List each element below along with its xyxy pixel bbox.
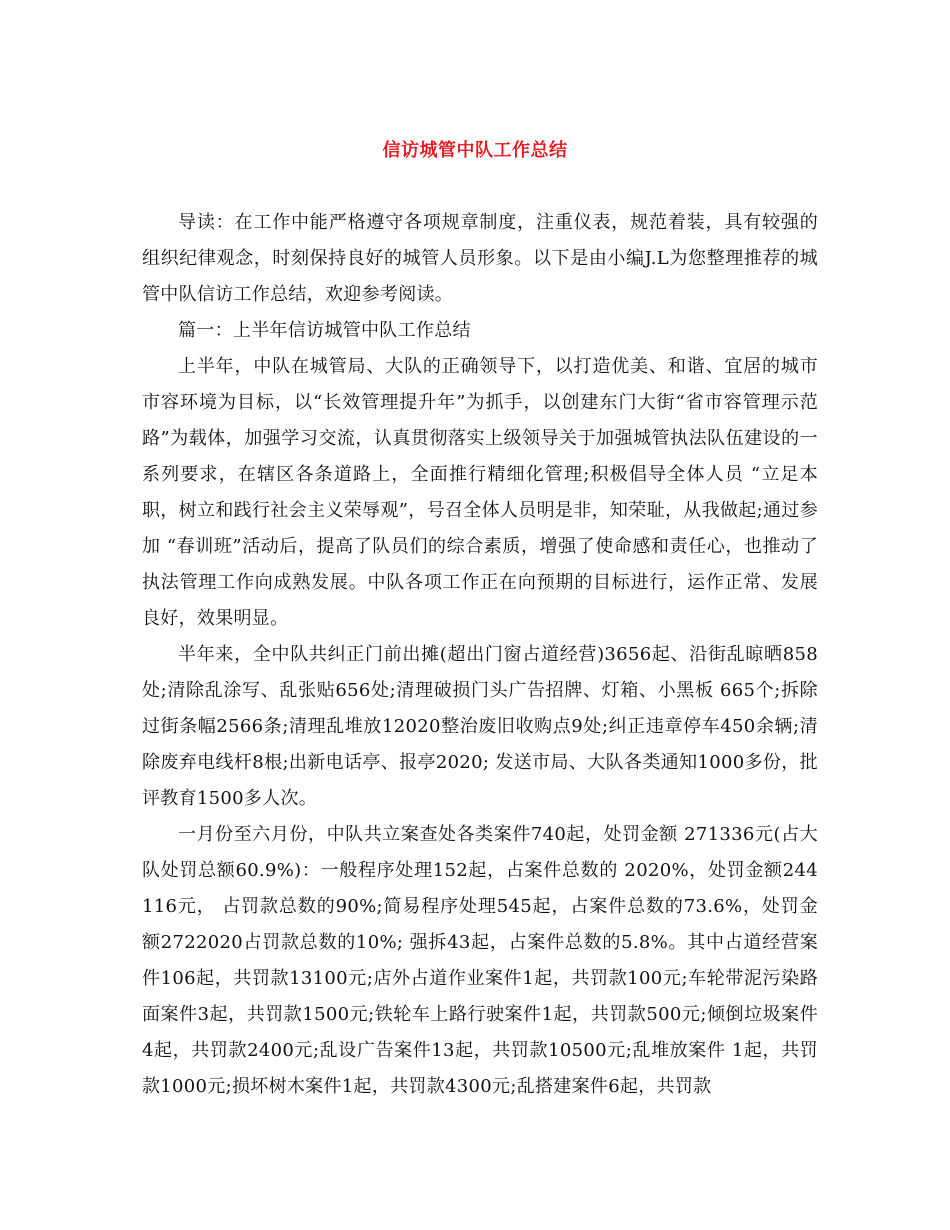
document-title: 信访城管中队工作总结 xyxy=(382,140,568,161)
body-paragraph: 上半年，中队在城管局、大队的正确领导下，以打造优美、和谐、宜居的城市市容环境为目标，以“长效管理提升年”为抓手，以创建东门大街“省市容管理示范路”为载体，加强学习交流，认真贯彻落实上级领导关于加强城管执法队伍建设的一系列要求，在辖区各条道路上，全面推行精细化管理;积极倡导全体人员 “立足本职，树立和践行社会主义荣辱观”，号召全体人员明是非，知荣耻，从我做起;通过参加 “春训班”活动后，提高了队员们的综合素质，增强了使命感和责任心，也推动了执法管理工作向成熟发展。中队各项工作正在向预期的目标进行，运作正常、发展良好，效果明显。 xyxy=(142,356,818,629)
section-heading: 篇一：上半年信访城管中队工作总结 xyxy=(178,320,471,341)
intro-paragraph: 导读：在工作中能严格遵守各项规章制度，注重仪表，规范着装，具有较强的组织纪律观念，时刻保持良好的城管人员形象。以下是由小编J.L为您整理推荐的城管中队信访工作总结，欢迎参考阅读。 xyxy=(142,212,818,305)
body-paragraph: 一月份至六月份，中队共立案查处各类案件740起，处罚金额 271336元(占大队处罚总额60.9%)：一般程序处理152起，占案件总数的 2020%，处罚金额244116元， 占罚款总数的90%;简易程序处理545起，占案件总数的73.6%，处罚金额2722020占罚款总数的10%; 强拆43起，占案件总数的5.8%。其中占道经营案件106起，共罚款13100元;店外占道作业案件1起，共罚款100元;车轮带泥污染路面案件3起，共罚款1500元;铁轮车上路行驶案件1起，共罚款500元;倾倒垃圾案件4起，共罚款2400元;乱设广告案件13起，共罚款10500元;乱堆放案件 1起，共罚款1000元;损坏树木案件1起，共罚款4300元;乱搭建案件6起，共罚款 xyxy=(142,824,818,1097)
document-body xyxy=(142,205,818,1105)
body-paragraph: 半年来，全中队共纠正门前出摊(超出门窗占道经营)3656起、沿街乱晾晒858处;清除乱涂写、乱张贴656处;清理破损门头广告招牌、灯箱、小黑板 665个;拆除过街条幅2566条;清理乱堆放12020整治废旧收购点9处;纠正违章停车450余辆;清除废弃电线杆8根;出新电话亭、报亭2020; 发送市局、大队各类通知1000多份，批评教育1500多人次。 xyxy=(142,644,818,809)
